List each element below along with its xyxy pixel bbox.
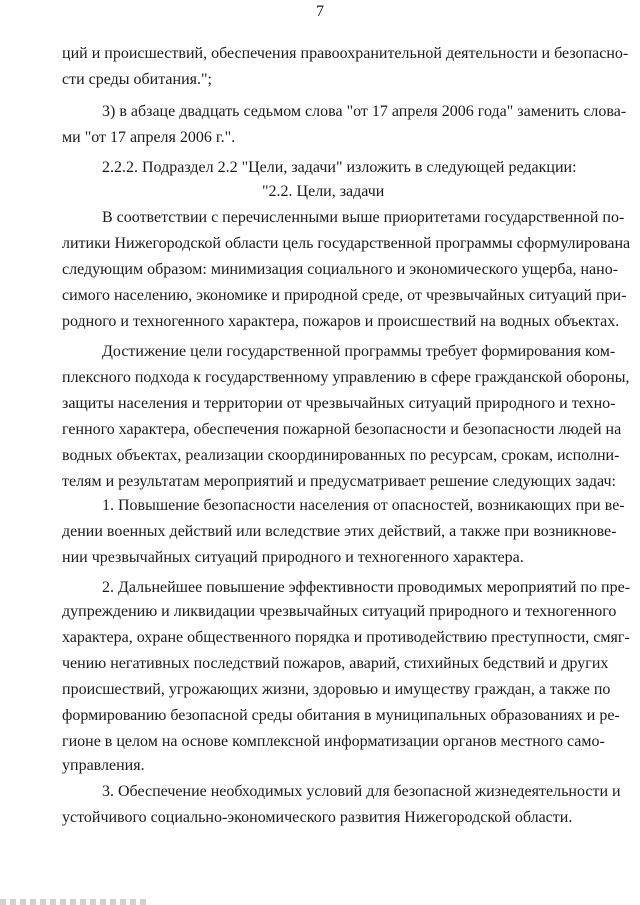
- text-line: дупреждению и ликвидации чрезвычайных ситуаций природного и техногенного: [62, 603, 617, 620]
- text-line: плексного подхода к государственному управлению в сфере гражданской обороны,: [62, 369, 630, 386]
- text-line: следующим образом: минимизация социального и экономического ущерба, нано-: [62, 261, 619, 278]
- text-line: 2. Дальнейшее повышение эффективности проводимых мероприятий по пре-: [102, 579, 631, 596]
- text-line: защиты населения и территории от чрезвычайных ситуаций природного и техно-: [62, 395, 616, 412]
- text-line: дении военных действий или вследствие этих действий, а также при возникнове-: [62, 523, 617, 540]
- text-line: формированию безопасной среды обитания в муниципальных образованиях и ре-: [62, 707, 620, 724]
- text-line: 3. Обеспечение необходимых условий для безопасной жизнедеятельности и: [102, 783, 621, 800]
- text-line: происшествий, угрожающих жизни, здоровью и имуществу граждан, а также по: [62, 681, 611, 698]
- text-line: литики Нижегородской области цель государственной программы сформулирована: [62, 235, 631, 252]
- page-number: 7: [316, 3, 324, 20]
- text-line: Достижение цели государственной программы требует формирования ком-: [102, 343, 616, 360]
- text-line: ций и происшествий, обеспечения правоохранительной деятельности и безопасно-: [62, 45, 629, 62]
- text-line: 1. Повышение безопасности населения от опасностей, возникающих при ве-: [102, 497, 625, 514]
- text-line: симого населению, экономике и природной среде, от чрезвычайных ситуаций при-: [62, 287, 627, 304]
- scan-artifact: [0, 899, 150, 905]
- text-line: генного характера, обеспечения пожарной безопасности и безопасности людей на: [62, 421, 622, 438]
- document-page: 7 ций и происшествий, обеспечения правоохранительной деятельности и безопасно- сти среды обитания."; 3) в абзаце двадцать седьмом слова "от 17 апреля 2006 года" заменить слова- ми "от 17 апреля 2006 г.". 2.2.2. Подраздел 2.2 "Цели, задачи" изложить в следующей редакции: "2.2. Цели, задачи В соответствии с перечисленными выше приоритетами государственной по- литики Нижегородской области цель государственной программы сформулирована следующим образом: минимизация социального и экономического ущерба, нано- симого населению, экономике и природной среде, от чрезвычайных ситуаций при- родного и техногенного характера, пожаров и происшествий на водных объектах. Достижение цели государственной программы требует формирования ком- плексного подхода к государственному управлению в сфере гражданской обороны, защиты населения и территории от чрезвычайных ситуаций природного и техно- генного характера, обеспечения пожарной безопасности и безопасности людей на водных объектах, реализации скоординированных по ресурсам, срокам, исполни- телям и результатам мероприятий и предусматривает решение следующих задач: 1. Повышение безопасности населения от опасностей, возникающих при ве- дении военных действий или вследствие этих действий, а также при возникнове- нии чрезвычайных ситуаций природного и техногенного характера. 2. Дальнейшее повышение эффективности проводимых мероприятий по пре- дупреждению и ликвидации чрезвычайных ситуаций природного и техногенного характера, охране общественного порядка и противодействию преступности, смяг- чению негативных последствий пожаров, аварий, стихийных бедствий и других происшествий, угрожающих жизни, здоровью и имуществу граждан, а также по формированию безопасной среды обитания в муниципальных образованиях и ре- гионе в целом на основе комплексной информатизации органов местного само- управления. 3. Обеспечение необходимых условий для безопасной жизнедеятельности и устойчивого социально-экономического развития Нижегородской области.: [0, 0, 640, 905]
- text-line: характера, охране общественного порядка и противодействию преступности, смяг-: [62, 629, 630, 646]
- text-line: водных объектах, реализации скоординированных по ресурсам, срокам, исполни-: [62, 447, 620, 464]
- text-line: В соответствии с перечисленными выше приоритетами государственной по-: [102, 209, 625, 226]
- text-line: гионе в целом на основе комплексной информатизации органов местного само-: [62, 733, 605, 750]
- text-line: 3) в абзаце двадцать седьмом слова "от 17 апреля 2006 года" заменить слова-: [102, 103, 627, 120]
- text-line: чению негативных последствий пожаров, аварий, стихийных бедствий и других: [62, 655, 609, 672]
